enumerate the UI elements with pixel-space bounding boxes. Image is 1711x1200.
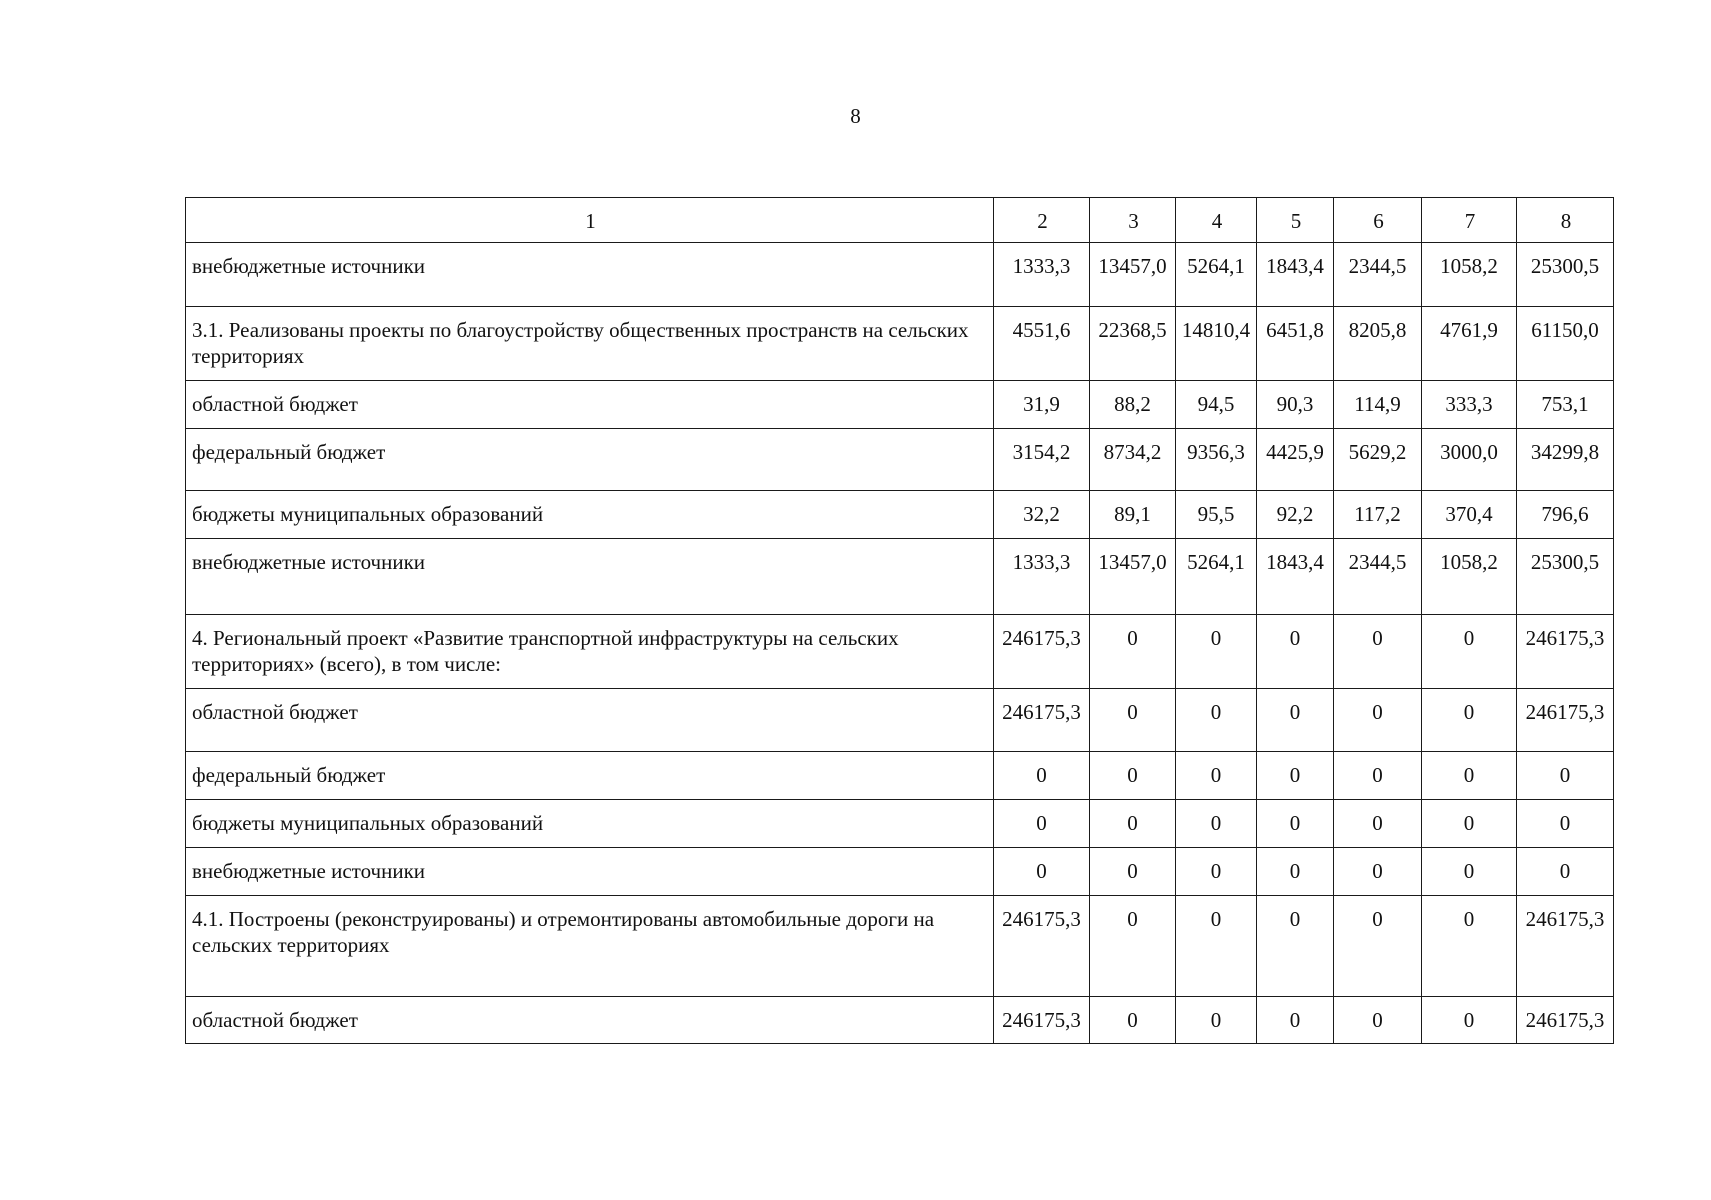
value-cell: 1843,4 bbox=[1257, 539, 1334, 615]
value-cell: 0 bbox=[1257, 800, 1334, 848]
header-cell: 2 bbox=[994, 198, 1090, 243]
value-cell: 1058,2 bbox=[1422, 539, 1517, 615]
value-cell: 13457,0 bbox=[1090, 243, 1176, 307]
header-cell: 1 bbox=[186, 198, 994, 243]
value-cell: 1843,4 bbox=[1257, 243, 1334, 307]
row-label: областной бюджет bbox=[186, 689, 994, 752]
value-cell: 0 bbox=[1090, 848, 1176, 896]
table-row bbox=[186, 896, 1614, 997]
value-cell: 0 bbox=[1176, 615, 1257, 689]
value-cell: 2344,5 bbox=[1334, 539, 1422, 615]
table-row bbox=[186, 997, 1614, 1044]
value-cell: 0 bbox=[1176, 800, 1257, 848]
value-cell: 1333,3 bbox=[994, 243, 1090, 307]
row-label: 3.1. Реализованы проекты по благоустройству общественных пространств на сельских территориях bbox=[186, 307, 994, 381]
table-row bbox=[186, 243, 1614, 307]
header-cell: 4 bbox=[1176, 198, 1257, 243]
value-cell: 0 bbox=[1090, 752, 1176, 800]
value-cell: 0 bbox=[1422, 997, 1517, 1044]
value-cell: 90,3 bbox=[1257, 381, 1334, 429]
value-cell: 0 bbox=[1257, 848, 1334, 896]
value-cell: 246175,3 bbox=[1517, 689, 1614, 752]
value-cell: 3000,0 bbox=[1422, 429, 1517, 491]
value-cell: 370,4 bbox=[1422, 491, 1517, 539]
value-cell: 5629,2 bbox=[1334, 429, 1422, 491]
table-row bbox=[186, 615, 1614, 689]
row-label: внебюджетные источники bbox=[186, 243, 994, 307]
value-cell: 4761,9 bbox=[1422, 307, 1517, 381]
value-cell: 114,9 bbox=[1334, 381, 1422, 429]
value-cell: 0 bbox=[1517, 848, 1614, 896]
value-cell: 0 bbox=[1334, 752, 1422, 800]
row-label: 4. Региональный проект «Развитие транспортной инфраструктуры на сельских территориях» (всего), в том числе: bbox=[186, 615, 994, 689]
table-row bbox=[186, 800, 1614, 848]
value-cell: 0 bbox=[1176, 896, 1257, 997]
row-label: федеральный бюджет bbox=[186, 429, 994, 491]
value-cell: 0 bbox=[1334, 848, 1422, 896]
value-cell: 0 bbox=[1090, 615, 1176, 689]
header-cell: 7 bbox=[1422, 198, 1517, 243]
value-cell: 246175,3 bbox=[994, 997, 1090, 1044]
page-number: 8 bbox=[850, 104, 861, 128]
value-cell: 0 bbox=[1422, 615, 1517, 689]
value-cell: 8734,2 bbox=[1090, 429, 1176, 491]
value-cell: 0 bbox=[1176, 848, 1257, 896]
table-row bbox=[186, 689, 1614, 752]
value-cell: 0 bbox=[1517, 752, 1614, 800]
value-cell: 0 bbox=[1257, 997, 1334, 1044]
table-row bbox=[186, 848, 1614, 896]
value-cell: 8205,8 bbox=[1334, 307, 1422, 381]
header-cell: 5 bbox=[1257, 198, 1334, 243]
value-cell: 5264,1 bbox=[1176, 539, 1257, 615]
value-cell: 4425,9 bbox=[1257, 429, 1334, 491]
budget-table bbox=[185, 197, 1614, 1044]
value-cell: 0 bbox=[1090, 800, 1176, 848]
row-label: внебюджетные источники bbox=[186, 539, 994, 615]
value-cell: 5264,1 bbox=[1176, 243, 1257, 307]
value-cell: 0 bbox=[1334, 689, 1422, 752]
value-cell: 0 bbox=[1257, 615, 1334, 689]
table-row bbox=[186, 381, 1614, 429]
table-row bbox=[186, 307, 1614, 381]
row-label: областной бюджет bbox=[186, 997, 994, 1044]
value-cell: 94,5 bbox=[1176, 381, 1257, 429]
value-cell: 0 bbox=[1422, 800, 1517, 848]
value-cell: 0 bbox=[1422, 896, 1517, 997]
value-cell: 246175,3 bbox=[1517, 615, 1614, 689]
value-cell: 246175,3 bbox=[994, 689, 1090, 752]
value-cell: 0 bbox=[1334, 997, 1422, 1044]
value-cell: 0 bbox=[1090, 997, 1176, 1044]
value-cell: 0 bbox=[1090, 689, 1176, 752]
value-cell: 0 bbox=[994, 800, 1090, 848]
header-cell: 6 bbox=[1334, 198, 1422, 243]
table-header-row bbox=[186, 198, 1614, 243]
value-cell: 117,2 bbox=[1334, 491, 1422, 539]
value-cell: 0 bbox=[994, 752, 1090, 800]
row-label: бюджеты муниципальных образований bbox=[186, 491, 994, 539]
value-cell: 0 bbox=[1257, 896, 1334, 997]
value-cell: 753,1 bbox=[1517, 381, 1614, 429]
value-cell: 0 bbox=[1422, 689, 1517, 752]
value-cell: 0 bbox=[1334, 800, 1422, 848]
value-cell: 0 bbox=[1257, 752, 1334, 800]
value-cell: 88,2 bbox=[1090, 381, 1176, 429]
value-cell: 0 bbox=[1176, 752, 1257, 800]
value-cell: 0 bbox=[1517, 800, 1614, 848]
header-cell: 3 bbox=[1090, 198, 1176, 243]
value-cell: 95,5 bbox=[1176, 491, 1257, 539]
value-cell: 0 bbox=[1334, 615, 1422, 689]
row-label: внебюджетные источники bbox=[186, 848, 994, 896]
header-cell: 8 bbox=[1517, 198, 1614, 243]
value-cell: 0 bbox=[994, 848, 1090, 896]
value-cell: 3154,2 bbox=[994, 429, 1090, 491]
row-label: федеральный бюджет bbox=[186, 752, 994, 800]
value-cell: 31,9 bbox=[994, 381, 1090, 429]
value-cell: 1333,3 bbox=[994, 539, 1090, 615]
value-cell: 6451,8 bbox=[1257, 307, 1334, 381]
value-cell: 246175,3 bbox=[994, 615, 1090, 689]
value-cell: 14810,4 bbox=[1176, 307, 1257, 381]
value-cell: 2344,5 bbox=[1334, 243, 1422, 307]
value-cell: 0 bbox=[1334, 896, 1422, 997]
value-cell: 9356,3 bbox=[1176, 429, 1257, 491]
value-cell: 0 bbox=[1176, 689, 1257, 752]
value-cell: 25300,5 bbox=[1517, 243, 1614, 307]
value-cell: 333,3 bbox=[1422, 381, 1517, 429]
table-row bbox=[186, 429, 1614, 491]
table-row bbox=[186, 491, 1614, 539]
value-cell: 22368,5 bbox=[1090, 307, 1176, 381]
value-cell: 34299,8 bbox=[1517, 429, 1614, 491]
value-cell: 1058,2 bbox=[1422, 243, 1517, 307]
value-cell: 61150,0 bbox=[1517, 307, 1614, 381]
value-cell: 0 bbox=[1090, 896, 1176, 997]
table-row bbox=[186, 539, 1614, 615]
value-cell: 796,6 bbox=[1517, 491, 1614, 539]
value-cell: 0 bbox=[1176, 997, 1257, 1044]
value-cell: 4551,6 bbox=[994, 307, 1090, 381]
value-cell: 246175,3 bbox=[1517, 896, 1614, 997]
value-cell: 0 bbox=[1257, 689, 1334, 752]
row-label: бюджеты муниципальных образований bbox=[186, 800, 994, 848]
value-cell: 92,2 bbox=[1257, 491, 1334, 539]
table-row bbox=[186, 752, 1614, 800]
row-label: 4.1. Построены (реконструированы) и отремонтированы автомобильные дороги на сельских территориях bbox=[186, 896, 994, 997]
value-cell: 32,2 bbox=[994, 491, 1090, 539]
value-cell: 246175,3 bbox=[1517, 997, 1614, 1044]
value-cell: 13457,0 bbox=[1090, 539, 1176, 615]
value-cell: 0 bbox=[1422, 848, 1517, 896]
value-cell: 25300,5 bbox=[1517, 539, 1614, 615]
row-label: областной бюджет bbox=[186, 381, 994, 429]
value-cell: 89,1 bbox=[1090, 491, 1176, 539]
value-cell: 0 bbox=[1422, 752, 1517, 800]
value-cell: 246175,3 bbox=[994, 896, 1090, 997]
